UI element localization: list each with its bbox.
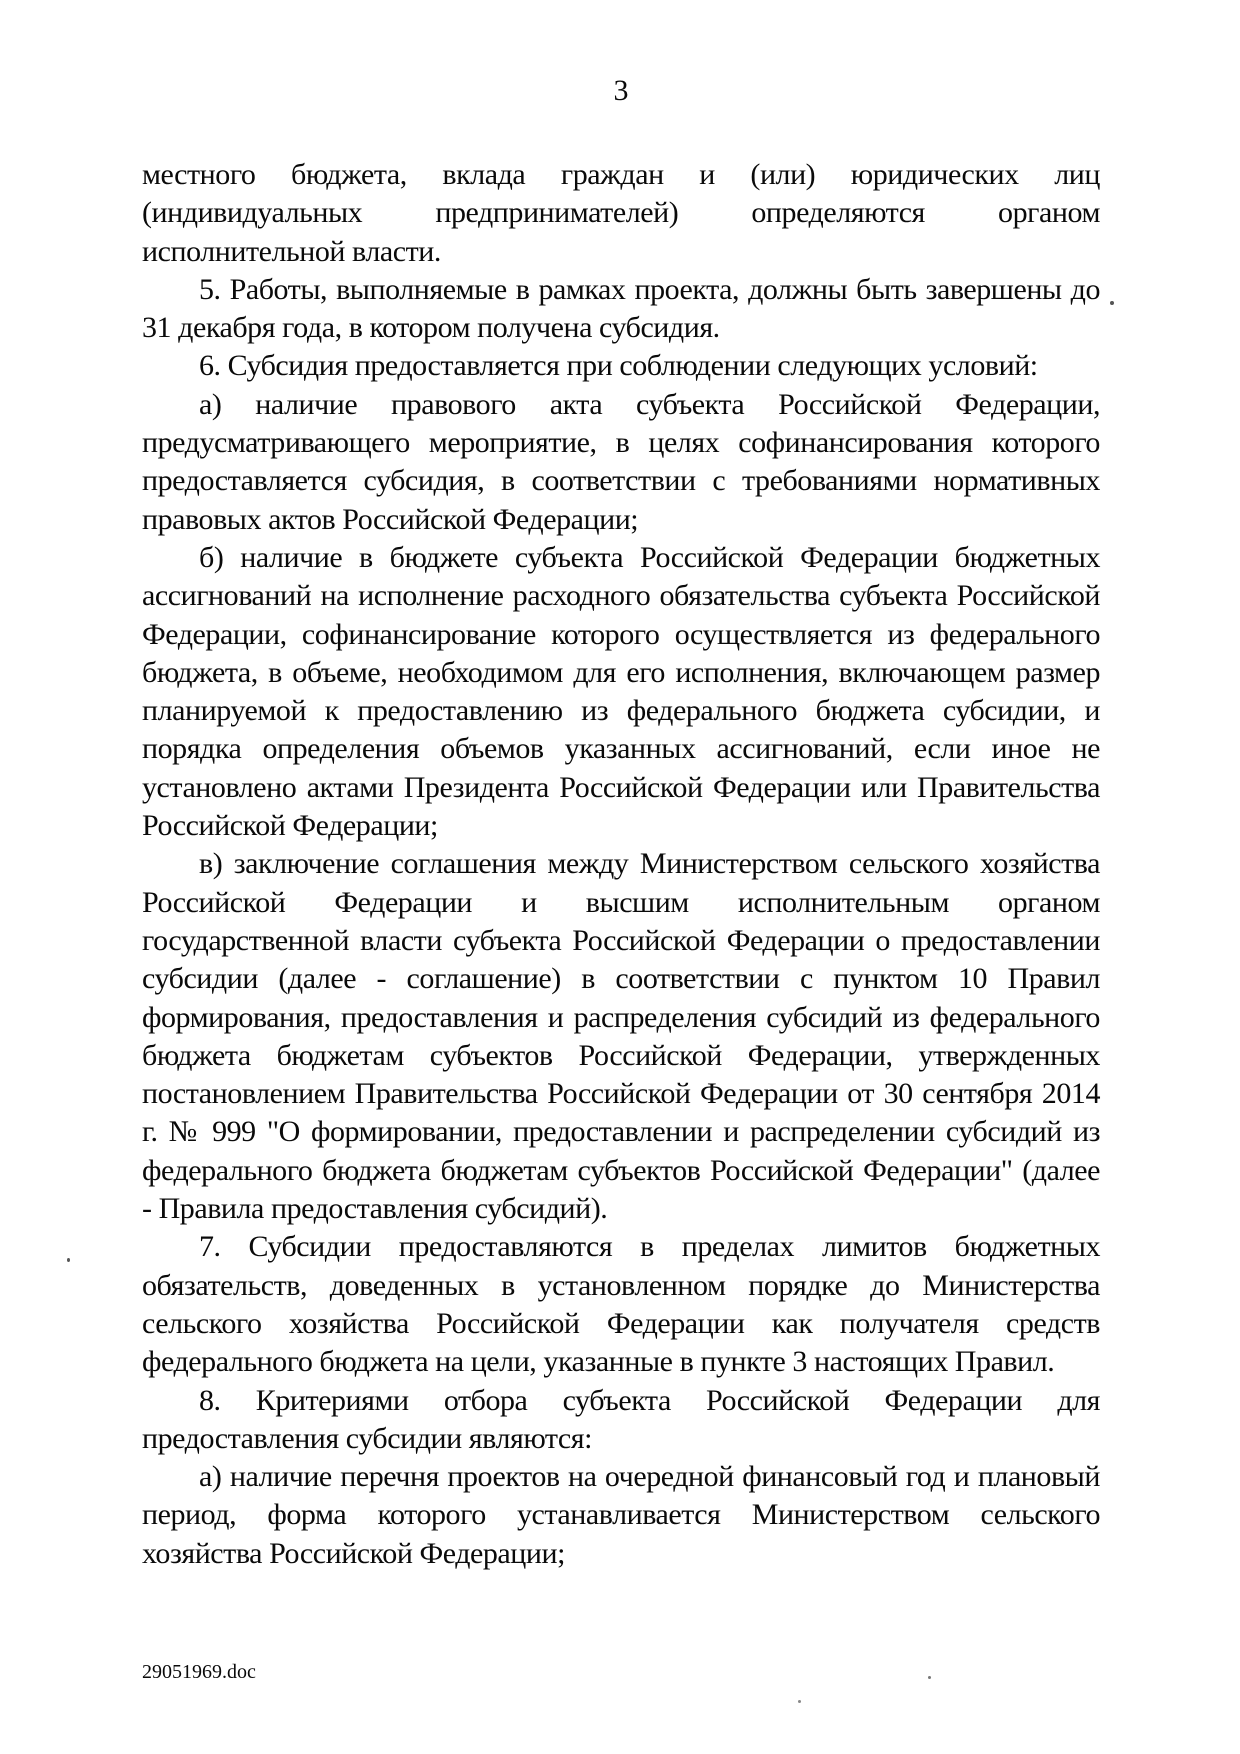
paragraph-item-6b: б) наличие в бюджете субъекта Российской Федерации бюджетных ассигнований на исполнение расходного обязательства субъекта Российской Федерации, софинансирование которого осуществляется из федерального бюджета, в объеме, необходимом для его исполнения, включающем размер планируемой к предоставлению из федерального бюджета субсидии, и порядка определения объемов указанных ассигнований, если иное не установлено актами Президента Российской Федерации или Правительства Российской Федерации; [142, 540, 1100, 843]
scan-speck [67, 1258, 70, 1262]
page-number: 3 [613, 74, 629, 107]
scan-speck [1110, 301, 1114, 305]
paragraph-continuation: местного бюджета, вклада граждан и (или) юридических лиц (индивидуальных предпринимателей) определяются органом исполнительной власти. [142, 158, 1100, 268]
paragraph-item-6a: а) наличие правового акта субъекта Российской Федерации, предусматривающего мероприятие, в целях софинансирования которого предоставляется субсидия, в соответствии с требованиями нормативных правовых актов Российской Федерации; [142, 387, 1100, 536]
paragraph-item-6: 6. Субсидия предоставляется при соблюдении следующих условий: [199, 349, 1038, 383]
paragraph-item-7: 7. Субсидии предоставляются в пределах лимитов бюджетных обязательств, доведенных в установленном порядке до Министерства сельского хозяйства Российской Федерации как получателя средств федерального бюджета на цели, указанные в пункте 3 настоящих Правил. [142, 1230, 1100, 1379]
paragraph-item-8: 8. Критериями отбора субъекта Российской Федерации для предоставления субсидии являются: [142, 1383, 1100, 1455]
paragraph-item-5: 5. Работы, выполняемые в рамках проекта, должны быть завершены до 31 декабря года, в котором получена субсидия. [142, 272, 1100, 345]
footer-filename: 29051969.doc [142, 1661, 256, 1683]
paragraph-item-8a: а) наличие перечня проектов на очередной финансовый год и плановый период, форма которого устанавливается Министерством сельского хозяйства Российской Федерации; [142, 1460, 1100, 1570]
scan-speck [798, 1700, 801, 1703]
document-body [142, 156, 1100, 1573]
paragraph-item-6v: в) заключение соглашения между Министерством сельского хозяйства Российской Федерации и высшим исполнительным органом государственной власти субъекта Российской Федерации о предоставлении субсидии (далее - соглашение) в соответствии с пунктом 10 Правил формирования, предоставления и распределения субсидий из федерального бюджета бюджетам субъектов Российской Федерации, утвержденных постановлением Правительства Российской Федерации от 30 сентября 2014 г. № 999 "О формировании, предоставлении и распределении субсидий из федерального бюджета бюджетам субъектов Российской Федерации" (далее - Правила предоставления субсидий). [142, 847, 1100, 1226]
scan-speck [928, 1676, 931, 1679]
